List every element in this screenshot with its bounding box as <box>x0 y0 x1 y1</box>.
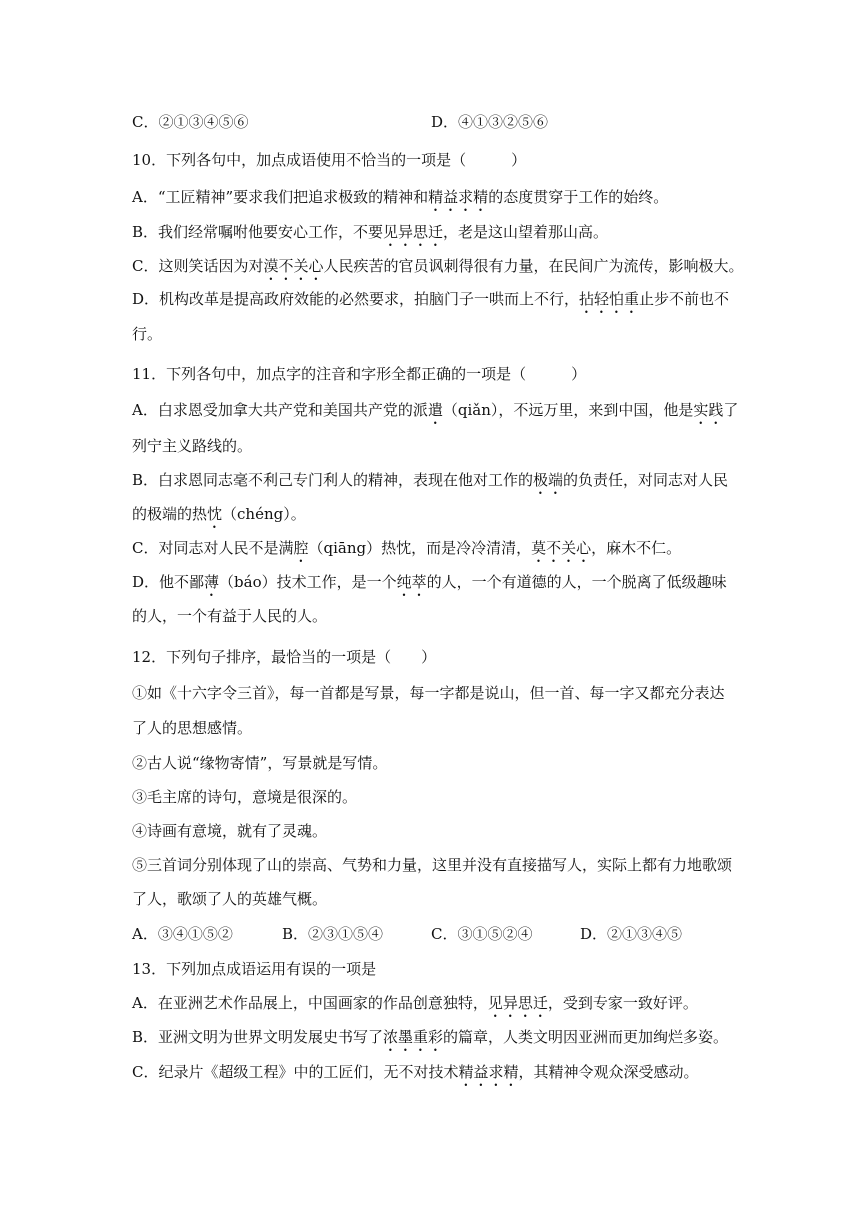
q11-stem: 11．下列各句中，加点字的注音和字形全都正确的一项是（ ） <box>132 365 587 383</box>
emphasized-char: 薄 <box>204 573 220 591</box>
q11-option-d-line1: D．他不鄙薄（báo）技术工作，是一个纯萃的人，一个有道德的人，一个脱离了低级趣味 <box>132 573 727 591</box>
q10-option-a: A．“工匠精神”要求我们把追求极致的精神和精益求精的态度贯穿于工作的始终。 <box>132 188 669 206</box>
q11-option-c: C．对同志对人民不是满腔（qiāng）热忱，而是冷冷清清，莫不关心，麻木不仁。 <box>132 539 682 557</box>
emphasized-char: 忱 <box>207 505 223 523</box>
q12-option-c: C．③①⑤②④ <box>431 925 533 943</box>
q9-option-d: D．④①③②⑤⑥ <box>431 113 549 131</box>
q13-option-b: B．亚洲文明为世界文明发展史书写了浓墨重彩的篇章，人类文明因亚洲而更加绚烂多姿。 <box>132 1028 729 1046</box>
q12-option-a: A．③④①⑤② <box>132 925 233 943</box>
emphasized-char: 腔 <box>293 539 309 557</box>
q10-option-b: B．我们经常嘱咐他要安心工作，不要见异思迁，老是这山望着那山高。 <box>132 223 609 241</box>
emphasized-idiom: 拈轻怕重 <box>579 290 640 308</box>
emphasized-word: 极端 <box>533 471 564 489</box>
q12-sentence-4: ④诗画有意境，就有了灵魂。 <box>132 822 328 840</box>
q11-option-a-line2: 列宁主义路线的。 <box>132 437 253 455</box>
q13-stem: 13．下列加点成语运用有误的一项是 <box>132 960 377 978</box>
q11-option-d-line2: 的人，一个有益于人民的人。 <box>132 607 328 625</box>
q12-sentence-5-line2: 了人，歌颂了人的英雄气概。 <box>132 890 328 908</box>
q11-option-b-line1: B．白求恩同志毫不利己专门利人的精神，表现在他对工作的极端的负责任，对同志对人民 <box>132 471 729 489</box>
emphasized-idiom: 见异思迁 <box>487 994 548 1012</box>
q10-option-d-line1: D．机构改革是提高政府效能的必然要求，拍脑门子一哄而上不行，拈轻怕重止步不前也不 <box>132 290 730 308</box>
emphasized-word: 莫不关心 <box>531 539 592 557</box>
q13-option-a: A．在亚洲艺术作品展上，中国画家的作品创意独特，见异思迁，受到专家一致好评。 <box>132 994 698 1012</box>
q12-sentence-1-line1: ①如《十六字令三首》，每一首都是写景，每一字都是说山，但一首、每一字又都充分表达 <box>132 684 725 702</box>
emphasized-idiom: 浓墨重彩 <box>383 1028 444 1046</box>
emphasized-word: 纯萃 <box>396 573 427 591</box>
q12-stem: 12．下列句子排序，最恰当的一项是（ ） <box>132 648 437 666</box>
emphasized-char: 遣 <box>427 401 443 419</box>
emphasized-idiom: 见异思迁 <box>383 223 444 241</box>
q9-option-c: C．②①③④⑤⑥ <box>132 113 249 131</box>
q11-option-b-line2: 的极端的热忱（chéng）。 <box>132 505 306 523</box>
emphasized-idiom: 精益求精 <box>458 1063 519 1081</box>
q12-sentence-5-line1: ⑤三首词分别体现了山的崇高、气势和力量，这里并没有直接描写人，实际上都有力地歌颂 <box>132 856 733 874</box>
q10-option-d-line2: 行。 <box>132 325 163 343</box>
emphasized-idiom: 漠不关心 <box>263 257 324 275</box>
q13-option-c: C．纪录片《超级工程》中的工匠们，无不对技术精益求精，其精神令观众深受感动。 <box>132 1063 699 1081</box>
q12-option-d: D．②①③④⑤ <box>580 925 683 943</box>
q12-sentence-2: ②古人说“缘物寄情”，写景就是写情。 <box>132 754 388 772</box>
q10-option-c: C．这则笑话因为对漠不关心人民疾苦的官员讽刺得很有力量，在民间广为流传，影响极大。 <box>132 257 744 275</box>
q11-option-a-line1: A．白求恩受加拿大共产党和美国共产党的派遣（qiǎn），不远万里，来到中国，他是实践了 <box>132 401 739 419</box>
q12-sentence-1-line2: 了人的思想感情。 <box>132 719 253 737</box>
q10-stem: 10．下列各句中，加点成语使用不恰当的一项是（ ） <box>132 151 527 169</box>
q12-option-b: B．②③①⑤④ <box>282 925 384 943</box>
q12-sentence-3: ③毛主席的诗句，意境是很深的。 <box>132 788 358 806</box>
emphasized-idiom: 精益求精 <box>428 188 489 206</box>
emphasized-word: 实践 <box>693 401 724 419</box>
